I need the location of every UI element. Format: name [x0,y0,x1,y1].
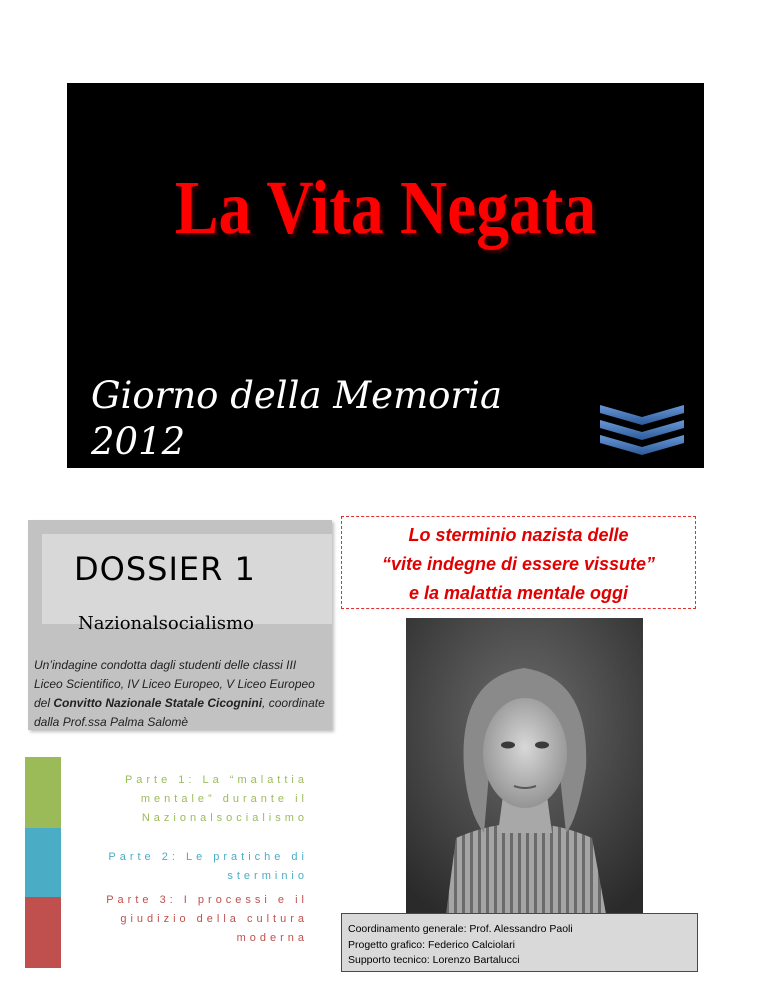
dossier-title: DOSSIER 1 [74,550,256,588]
credit-line-design: Progetto grafico: Federico Calciolari [348,938,515,951]
part-3-color-bar [25,897,61,968]
highlight-line-2: “vite indegne di essere vissute” [381,554,656,574]
dossier-description [34,656,326,732]
credit-line-support: Supporto tecnico: Lorenzo Bartalucci [348,954,520,966]
part-3-label: Parte 3: I processi e il giudizio della cultura moderna [106,894,308,944]
subtitle-line-2: 2012 [91,420,186,463]
part-2-color-bar [25,828,61,897]
part-1-color-bar [25,757,61,828]
portrait-photo [406,618,643,914]
part-2-label: Parte 2: Le pratiche di sterminio [108,851,308,882]
highlight-line-3: e la malattia mentale oggi [408,583,629,603]
title-banner [67,83,704,468]
credits-box [341,913,698,972]
dossier-subtitle: Nazionalsocialismo [78,613,254,634]
credit-line-coordination: Coordinamento generale: Prof. Alessandro Paoli [348,923,573,935]
desc-text-1: Un’indagine condotta dagli studenti delle classi III Liceo Scientifico, IV Liceo Europeo, V Liceo Europeo del [34,658,315,710]
part-1-label: Parte 1: La “malattia mentale” durante il Nazionalsocialismo [124,774,308,824]
highlight-text [341,521,696,608]
banner-subtitle [91,373,551,465]
subtitle-line-1: Giorno della Memoria [91,374,503,417]
desc-text-2: , coordinate dalla Prof.ssa Palma Salomè [34,696,325,729]
chevron-down-icon [600,403,684,459]
desc-school-name: Convitto Nazionale Statale Cicognini [53,696,263,710]
highlight-line-1: Lo sterminio nazista delle [408,525,629,545]
main-title: La Vita Negata [174,166,597,250]
